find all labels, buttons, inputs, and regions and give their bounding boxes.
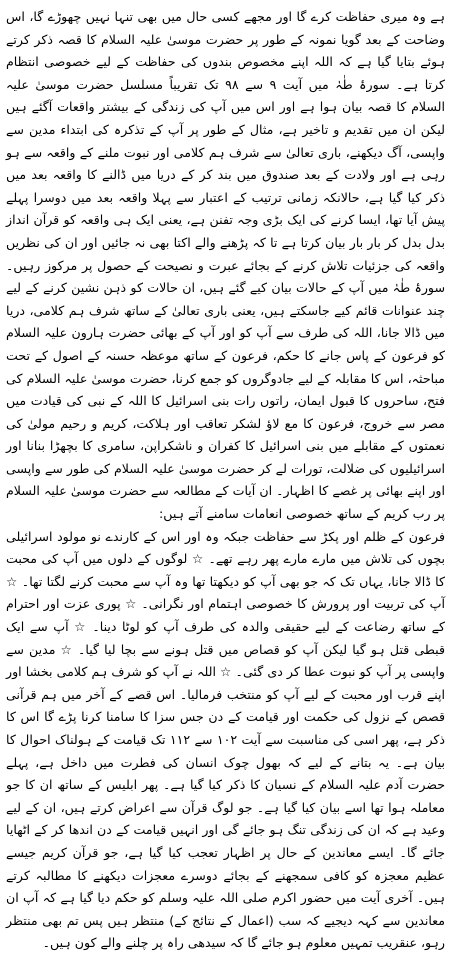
document-body xyxy=(6,6,445,955)
paragraph-blessings: فرعون کے ظلم اور پکڑ سے حفاظت جبکہ وہ اور اس کے کارندے نو مولود اسرائیلی بچوں کی تلاش میں مارے مارے پھر رہے تھے۔ ☆ لوگوں کے دلوں میں آپ کی محبت کا ڈالا جانا، یہاں تک کہ جو بھی آپ کو دیکھتا تھا وہ آپ سے محبت کرنے لگتا تھا۔ ☆ آپ کی تربیت اور پرورش کا خصوصی اہتمام اور نگرانی۔ ☆ پوری عزت اور احترام کے ساتھ رضاعت کے لیے حقیقی والدہ کی طرف آپ کو لوٹا دینا۔ ☆ آپ سے ایک قبطی قتل ہو گیا لیکن آپ کو قصاص میں قتل ہونے سے بچا لیا گیا۔ ☆ مدین سے واپسی پر آپ کو نبوت عطا کر دی گئی۔ ☆ اللہ نے آپ کو شرف ہم کلامی بخشا اور اپنے قرب اور محبت کے لیے آپ کو منتخب فرمالیا۔ اس قصے کے آخر میں ہم قرآنی قصص کے نزول کی حکمت اور قیامت کے دن جس سزا کا سامنا کرنا پڑے گا اس کا ذکر ہے، پھر اسی کی مناسبت سے آیت ۱۰۲ سے ۱۱۲ تک قیامت کے ہولناک احوال کا بیان ہے۔ یہ بتانے کے لیے کہ بھول چوک انسان کی فطرت میں داخل ہے، پہلے حضرت آدم علیہ السلام کے نسیان کا ذکر کیا گیا ہے۔ پھر ابلیس کے ساتھ ان کا جو معاملہ ہوا تھا اسے بیان کیا گیا ہے۔ جو لوگ قرآن سے اعراض کرتے ہیں، ان کے لیے وعید ہے کہ ان کی زندگی تنگ ہو جائے گی اور انہیں قیامت کے دن اندھا کر کے اٹھایا جائے گا۔ ایسے معاندین کے حال پر اظہار تعجب کیا گیا ہے، جو قرآن کریم جیسے عظیم معجزہ کو کافی سمجھنے کے بجائے دوسرے معجزات دیکھنے کا مطالبہ کرتے ہیں۔ آخری آیت میں حضور اکرم صلی اللہ علیہ وسلم کو حکم دیا گیا ہے کہ آپ ان معاندین سے کہہ دیجیے کہ سب (اعمال کے نتائج کے) منتظر ہیں پس تم بھی منتظر رہو، عنقریب تمہیں معلوم ہو جائے گا کہ سیدھی راہ پر چلنے والے کون ہیں۔ xyxy=(6,528,445,951)
paragraph-intro: ہے وہ میری حفاظت کرے گا اور مجھے کسی حال میں بھی تنہا نہیں چھوڑے گا، اس وضاحت کے بعد گویا نمونہ کے طور پر حضرت موسیٰ علیہ السلام کا قصہ ذکر کرتے ہوئے بتایا گیا ہے کہ اللہ اپنے مخصوص بندوں کی حفاظت کے لیے خصوصی انتظام کرتا ہے۔ سورۂ طٰہٰ میں آیت ۹ سے ۹۸ تک تقریباً مسلسل حضرت موسیٰ علیہ السلام کا قصہ بیان ہوا ہے اور اس میں آپ کی زندگی کے بیشتر واقعات آگئے ہیں لیکن ان میں تقدیم و تاخیر ہے، مثال کے طور پر آپ کے تذکرہ کی ابتداء مدین سے واپسی، آگ دیکھنے، باری تعالیٰ سے شرف ہم کلامی اور نبوت ملنے کے واقعہ سے ہو رہی ہے اور ولادت کے بعد صندوق میں بند کر کے دریا میں ڈالنے کا واقعہ بعد میں ذکر کیا گیا ہے، حالانکہ زمانی ترتیب کے اعتبار سے پہلا واقعہ بعد میں دوسرا پہلے پیش آیا تھا، ایسا کرنے کی ایک بڑی وجہ تفنن ہے، یعنی ایک ہی واقعہ کو قرآن انداز بدل بدل کر بار بار بیان کرتا ہے تا کہ پڑھنے والے اکتا بھی نہ جائیں اور ان کی نظریں واقعہ کی جزئیات تلاش کرنے کے بجائے عبرت و نصیحت کے حصول پر مرکوز رہیں۔ سورۂ طٰہٰ میں آپ کے حالات بیان کیے گئے ہیں، ان حالات کو ذہن نشین کرنے کے لیے چند عنوانات قائم کیے جاسکتے ہیں، یعنی باری تعالیٰ کے ساتھ شرف ہم کلامی، دریا میں ڈالا جانا، اللہ کی طرف سے آپ کو اور آپ کے بھائی حضرت ہارون علیہ السلام کو فرعون کے پاس جانے کا حکم، فرعون کے ساتھ موعظہ حسنہ کے اصول کے تحت مباحثہ، اس کا مقابلہ کے لیے جادوگروں کو جمع کرنا، حضرت موسیٰ علیہ السلام کی فتح، ساحروں کا قبول ایمان، راتوں رات بنی اسرائیل کا اللہ کے نبی کی قیادت میں مصر سے خروج، فرعون کا مع لاؤ لشکر تعاقب اور ہلاکت، کریم و رحیم مولیٰ کی نعمتوں کے مقابلے میں بنی اسرائیل کا کفران و ناشکراپن، سامری کا بچھڑا بنانا اور اسرائیلیوں کی ضلالت، تورات لے کر حضرت موسیٰ علیہ السلام کی طور سے واپسی اور اپنے بھائی پر غصے کا اظہار۔ ان آیات کے مطالعہ سے حضرت موسیٰ علیہ السلام پر رب کریم کے ساتھ خصوصی انعامات سامنے آتے ہیں: xyxy=(6,9,445,522)
